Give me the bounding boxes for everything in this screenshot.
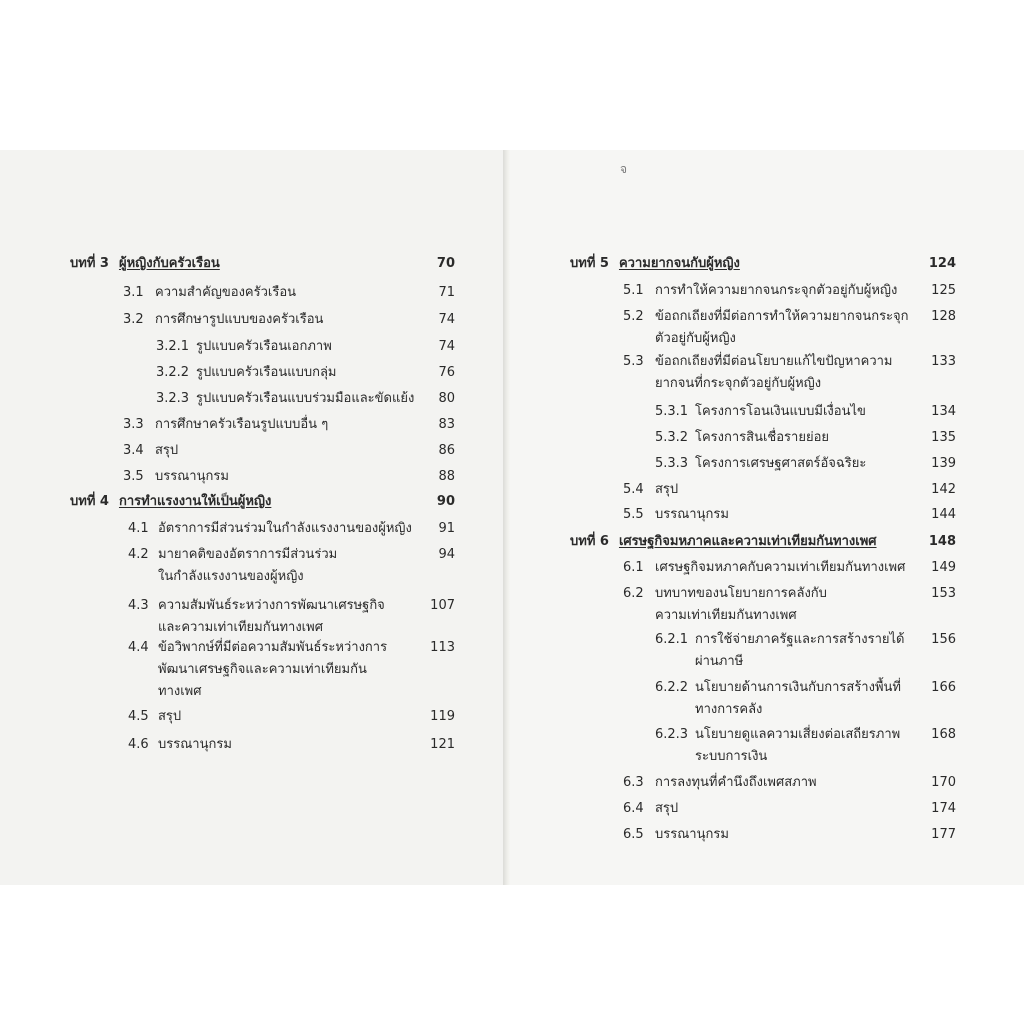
section-number: 6.3 <box>623 775 644 790</box>
section-number: 3.4 <box>123 443 144 458</box>
section-title: การศึกษาครัวเรือนรูปแบบอื่น ๆ <box>155 417 329 432</box>
page-marker: จ <box>620 162 628 176</box>
toc-entry-3-2-3 <box>156 389 414 408</box>
toc-page-3-1: 71 <box>438 285 455 300</box>
toc-entry-4-3-cont <box>158 618 323 637</box>
section-title: การทำให้ความยากจนกระจุกตัวอยู่กับผู้หญิง <box>655 283 898 298</box>
toc-entry-5-3-1 <box>655 402 866 421</box>
section-title-line2: พัฒนาเศรษฐกิจและความเท่าเทียมกัน <box>158 662 367 677</box>
toc-entry-5-3-3 <box>655 454 866 473</box>
section-title: รูปแบบครัวเรือนแบบกลุ่ม <box>196 365 337 380</box>
toc-entry-6-4 <box>623 799 678 818</box>
toc-entry-3-5 <box>123 467 229 486</box>
section-number: 5.3 <box>623 354 644 369</box>
toc-page-5-5: 144 <box>931 507 956 522</box>
section-number: 6.5 <box>623 827 644 842</box>
toc-entry-5-3-2 <box>655 428 829 447</box>
section-number: 3.5 <box>123 469 144 484</box>
chapter-6-page: 148 <box>928 534 956 549</box>
section-title: สรุป <box>155 443 179 458</box>
section-title-line2: ในกำลังแรงงานของผู้หญิง <box>158 569 304 584</box>
toc-entry-6-5 <box>623 825 729 844</box>
section-number: 5.1 <box>623 283 644 298</box>
chapter-3-heading <box>70 254 220 273</box>
toc-page-3-4: 86 <box>438 443 455 458</box>
section-title-line1: ข้อถกเถียงที่มีต่อการทำให้ความยากจนกระจุก <box>655 309 909 324</box>
section-title-line2: ตัวอยู่กับผู้หญิง <box>655 331 736 346</box>
toc-entry-4-2-cont <box>158 567 304 586</box>
toc-page-3-2: 74 <box>438 312 455 327</box>
section-title: รูปแบบครัวเรือนเอกภาพ <box>196 339 332 354</box>
toc-entry-6-2-2-cont <box>695 700 762 719</box>
section-title-line2: ยากจนที่กระจุกตัวอยู่กับผู้หญิง <box>655 376 822 391</box>
toc-page-3-2-2: 76 <box>438 365 455 380</box>
section-title: สรุป <box>158 709 182 724</box>
section-title: โครงการสินเชื่อรายย่อย <box>695 430 829 445</box>
section-number: 3.2 <box>123 312 144 327</box>
toc-page-6-2-2: 166 <box>931 680 956 695</box>
section-number: 5.4 <box>623 482 644 497</box>
toc-entry-4-2 <box>128 545 337 564</box>
section-number: 6.1 <box>623 560 644 575</box>
section-number: 3.2.2 <box>156 365 190 380</box>
toc-entry-5-4 <box>623 480 678 499</box>
toc-entry-6-2-1-cont <box>695 652 743 671</box>
section-number: 6.4 <box>623 801 644 816</box>
toc-page-6-3: 170 <box>931 775 956 790</box>
section-number: 6.2.2 <box>655 680 689 695</box>
toc-entry-4-4-cont2 <box>158 682 201 701</box>
toc-page-6-2: 153 <box>931 586 956 601</box>
toc-page-5-3: 133 <box>931 354 956 369</box>
toc-entry-6-2-cont <box>655 606 797 625</box>
chapter-5-page: 124 <box>928 256 956 271</box>
toc-entry-6-2-1 <box>655 630 905 649</box>
chapter-label: บทที่ 4 <box>70 494 109 509</box>
chapter-5-heading <box>570 254 740 273</box>
toc-entry-6-2 <box>623 584 827 603</box>
toc-entry-5-3-cont <box>655 374 821 393</box>
section-title: สรุป <box>655 482 679 497</box>
section-title: บรรณานุกรม <box>655 507 729 522</box>
section-number: 3.2.3 <box>156 391 190 406</box>
toc-entry-6-3 <box>623 773 817 792</box>
section-number: 3.1 <box>123 285 144 300</box>
section-title-line1: ความสัมพันธ์ระหว่างการพัฒนาเศรษฐกิจ <box>158 598 385 613</box>
chapter-title: การทำแรงงานให้เป็นผู้หญิง <box>118 494 272 509</box>
section-title-line2: ทางการคลัง <box>695 702 763 717</box>
section-title: อัตราการมีส่วนร่วมในกำลังแรงงานของผู้หญิง <box>158 521 412 536</box>
toc-page-3-2-3: 80 <box>438 391 455 406</box>
section-title: ความสำคัญของครัวเรือน <box>155 285 297 300</box>
toc-entry-3-3 <box>123 415 328 434</box>
toc-entry-4-4-cont1 <box>158 660 367 679</box>
chapter-label: บทที่ 3 <box>70 256 109 271</box>
section-title-line2: ผ่านภาษี <box>695 654 744 669</box>
section-number: 4.6 <box>128 737 149 752</box>
toc-page-6-5: 177 <box>931 827 956 842</box>
section-title-line2: ระบบการเงิน <box>695 749 768 764</box>
section-title: การลงทุนที่คำนึงถึงเพศสภาพ <box>655 775 817 790</box>
toc-page-3-5: 88 <box>438 469 455 484</box>
section-title-line1: มายาคติของอัตราการมีส่วนร่วม <box>158 547 338 562</box>
toc-page-5-1: 125 <box>931 283 956 298</box>
toc-page-5-3-2: 135 <box>931 430 956 445</box>
chapter-title: เศรษฐกิจมหภาคและความเท่าเทียมกันทางเพศ <box>618 534 877 549</box>
section-title-line2: และความเท่าเทียมกันทางเพศ <box>158 620 323 635</box>
toc-entry-6-1 <box>623 558 905 577</box>
chapter-6-heading <box>570 532 877 551</box>
toc-page-3-2-1: 74 <box>438 339 455 354</box>
section-title-line1: นโยบายด้านการเงินกับการสร้างพื้นที่ <box>695 680 901 695</box>
section-title: รูปแบบครัวเรือนแบบร่วมมือและขัดแย้ง <box>196 391 415 406</box>
toc-page-6-2-1: 156 <box>931 632 956 647</box>
toc-page-4-1: 91 <box>438 521 455 536</box>
section-title: การศึกษารูปแบบของครัวเรือน <box>155 312 324 327</box>
section-title-line1: ข้อวิพากษ์ที่มีต่อความสัมพันธ์ระหว่างการ <box>158 640 388 655</box>
toc-entry-5-1 <box>623 281 897 300</box>
section-number: 3.3 <box>123 417 144 432</box>
toc-page-4-4: 113 <box>430 640 455 655</box>
toc-page-4-5: 119 <box>430 709 455 724</box>
section-title: เศรษฐกิจมหภาคกับความเท่าเทียมกันทางเพศ <box>655 560 906 575</box>
section-title: บรรณานุกรม <box>155 469 229 484</box>
section-number: 4.5 <box>128 709 149 724</box>
section-title-line1: นโยบายดูแลความเสี่ยงต่อเสถียรภาพ <box>695 727 901 742</box>
section-title: โครงการเศรษฐศาสตร์อัจฉริยะ <box>695 456 867 471</box>
toc-page-6-2-3: 168 <box>931 727 956 742</box>
book-gutter <box>503 150 510 885</box>
toc-entry-5-5 <box>623 505 729 524</box>
toc-entry-4-6 <box>128 735 232 754</box>
chapter-title: ความยากจนกับผู้หญิง <box>618 256 740 271</box>
section-number: 4.1 <box>128 521 149 536</box>
section-number: 4.4 <box>128 640 149 655</box>
chapter-3-page: 70 <box>436 256 455 271</box>
toc-entry-5-2-cont <box>655 329 736 348</box>
toc-entry-4-4 <box>128 638 387 657</box>
chapter-label: บทที่ 5 <box>570 256 609 271</box>
section-number: 5.5 <box>623 507 644 522</box>
toc-entry-4-3 <box>128 596 385 615</box>
toc-entry-4-1 <box>128 519 412 538</box>
toc-entry-5-2 <box>623 307 909 326</box>
section-title: สรุป <box>655 801 679 816</box>
section-number: 4.2 <box>128 547 149 562</box>
section-number: 6.2.3 <box>655 727 689 742</box>
section-number: 6.2.1 <box>655 632 689 647</box>
chapter-4-heading <box>70 492 271 511</box>
section-title-line1: การใช้จ่ายภาครัฐและการสร้างรายได้ <box>695 632 905 647</box>
toc-page-5-4: 142 <box>931 482 956 497</box>
toc-entry-6-2-3-cont <box>695 747 767 766</box>
section-title-line1: ข้อถกเถียงที่มีต่อนโยบายแก้ไขปัญหาความ <box>655 354 893 369</box>
toc-page-3-3: 83 <box>438 417 455 432</box>
section-number: 5.2 <box>623 309 644 324</box>
section-number: 6.2 <box>623 586 644 601</box>
toc-page-4-3: 107 <box>430 598 455 613</box>
section-number: 5.3.2 <box>655 430 689 445</box>
toc-page-5-3-1: 134 <box>931 404 956 419</box>
section-title: โครงการโอนเงินแบบมีเงื่อนไข <box>695 404 866 419</box>
toc-entry-3-4 <box>123 441 178 460</box>
section-title: บรรณานุกรม <box>655 827 729 842</box>
section-number: 5.3.3 <box>655 456 689 471</box>
toc-entry-6-2-3 <box>655 725 900 744</box>
toc-entry-3-2 <box>123 310 323 329</box>
toc-page-6-1: 149 <box>931 560 956 575</box>
toc-page-4-6: 121 <box>430 737 455 752</box>
section-number: 3.2.1 <box>156 339 190 354</box>
toc-entry-6-2-2 <box>655 678 901 697</box>
section-title-line1: บทบาทของนโยบายการคลังกับ <box>655 586 827 601</box>
section-number: 5.3.1 <box>655 404 689 419</box>
chapter-title: ผู้หญิงกับครัวเรือน <box>118 256 220 271</box>
section-title: บรรณานุกรม <box>158 737 232 752</box>
toc-entry-3-2-2 <box>156 363 337 382</box>
toc-entry-5-3 <box>623 352 893 371</box>
toc-entry-3-2-1 <box>156 337 332 356</box>
toc-entry-3-1 <box>123 283 296 302</box>
section-title-line2: ความเท่าเทียมกันทางเพศ <box>655 608 797 623</box>
section-title-line3: ทางเพศ <box>158 684 202 699</box>
toc-page-4-2: 94 <box>438 547 455 562</box>
toc-entry-4-5 <box>128 707 181 726</box>
toc-page-6-4: 174 <box>931 801 956 816</box>
toc-page-5-3-3: 139 <box>931 456 956 471</box>
section-number: 4.3 <box>128 598 149 613</box>
toc-page-5-2: 128 <box>931 309 956 324</box>
chapter-label: บทที่ 6 <box>570 534 609 549</box>
chapter-4-page: 90 <box>436 494 455 509</box>
